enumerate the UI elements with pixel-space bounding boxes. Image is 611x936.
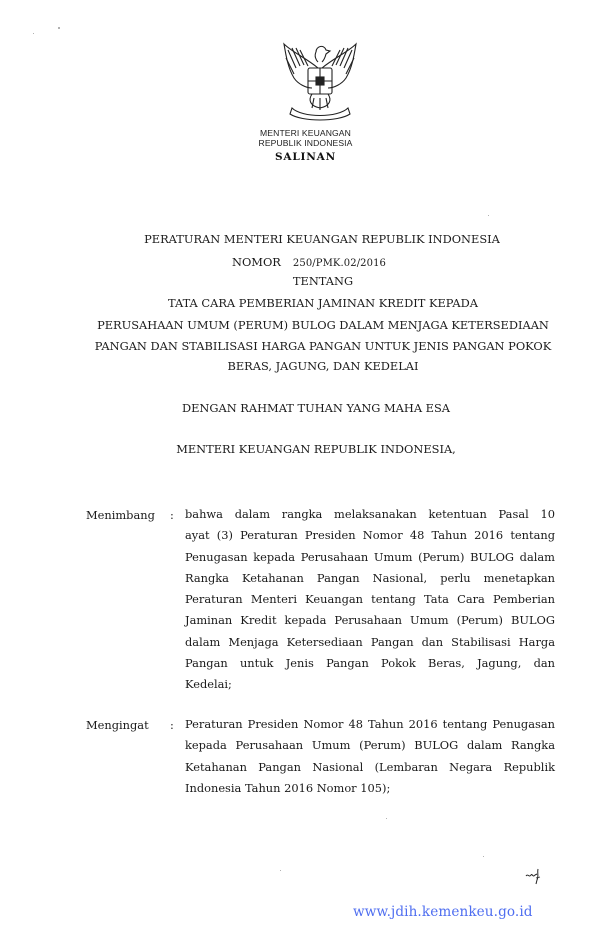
- text-line: Peraturan Menteri Keuangan tentang Tata Cara Pemberian: [185, 592, 555, 607]
- mengingat-text: [185, 714, 555, 799]
- mengingat-colon: :: [170, 718, 174, 732]
- website-link[interactable]: www.jdih.kemenkeu.go.id: [353, 904, 533, 920]
- scan-speck: [33, 33, 34, 34]
- text-line: dalam Menjaga Ketersediaan Pangan dan Stabilisasi Harga: [185, 634, 555, 649]
- regulation-title: PERATURAN MENTERI KEUANGAN REPUBLIK INDONESIA: [144, 232, 500, 246]
- number-label: NOMOR: [232, 255, 281, 269]
- about-label: TENTANG: [292, 274, 354, 288]
- text-line: Ketahanan Pangan Nasional (Lembaran Negara Republik: [185, 759, 555, 774]
- institution-name-line2: REPUBLIK INDONESIA: [258, 138, 353, 148]
- menimbang-text: [185, 504, 555, 696]
- text-line: Kedelai;: [185, 677, 232, 692]
- number-value: 250/PMK.02/2016: [292, 258, 387, 269]
- scan-speck: [483, 856, 484, 857]
- invocation: DENGAN RAHMAT TUHAN YANG MAHA ESA: [181, 401, 451, 415]
- garuda-emblem-icon: [278, 38, 362, 124]
- scan-speck: [488, 215, 489, 216]
- text-line: ayat (3) Peraturan Presiden Nomor 48 Tahun 2016 tentang: [185, 528, 555, 543]
- regulation-number: [232, 255, 386, 269]
- mengingat-label: Mengingat: [86, 718, 149, 732]
- scan-speck: [58, 27, 60, 29]
- institution-name-line1: MENTERI KEUANGAN: [260, 128, 351, 138]
- subject-line: PANGAN DAN STABILISASI HARGA PANGAN UNTUK JENIS PANGAN POKOK: [94, 339, 552, 353]
- text-line: Jaminan Kredit kepada Perusahaan Umum (Perum) BULOG: [185, 613, 555, 628]
- text-line: Pangan untuk Jenis Pangan Pokok Beras, Jagung, dan: [185, 656, 555, 671]
- issuer: MENTERI KEUANGAN REPUBLIK INDONESIA,: [176, 442, 456, 456]
- menimbang-label: Menimbang: [86, 508, 155, 522]
- copy-label: SALINAN: [275, 151, 336, 163]
- scan-speck: [386, 818, 387, 819]
- text-line: kepada Perusahaan Umum (Perum) BULOG dalam Rangka: [185, 738, 555, 753]
- menimbang-colon: :: [170, 508, 174, 522]
- subject-line: PERUSAHAAN UMUM (PERUM) BULOG DALAM MENJAGA KETERSEDIAAN: [97, 318, 549, 332]
- text-line: Indonesia Tahun 2016 Nomor 105);: [185, 780, 391, 795]
- subject-line: BERAS, JAGUNG, DAN KEDELAI: [227, 359, 419, 373]
- text-line: bahwa dalam rangka melaksanakan ketentuan Pasal 10: [185, 507, 555, 521]
- text-line: Penugasan kepada Perusahaan Umum (Perum) BULOG dalam: [185, 549, 555, 564]
- subject-line: TATA CARA PEMBERIAN JAMINAN KREDIT KEPADA: [168, 296, 478, 310]
- text-line: Rangka Ketahanan Pangan Nasional, perlu menetapkan: [185, 570, 555, 585]
- initial-mark-icon: [525, 866, 545, 886]
- text-line: Peraturan Presiden Nomor 48 Tahun 2016 tentang Penugasan: [185, 717, 555, 731]
- scan-speck: [280, 870, 281, 871]
